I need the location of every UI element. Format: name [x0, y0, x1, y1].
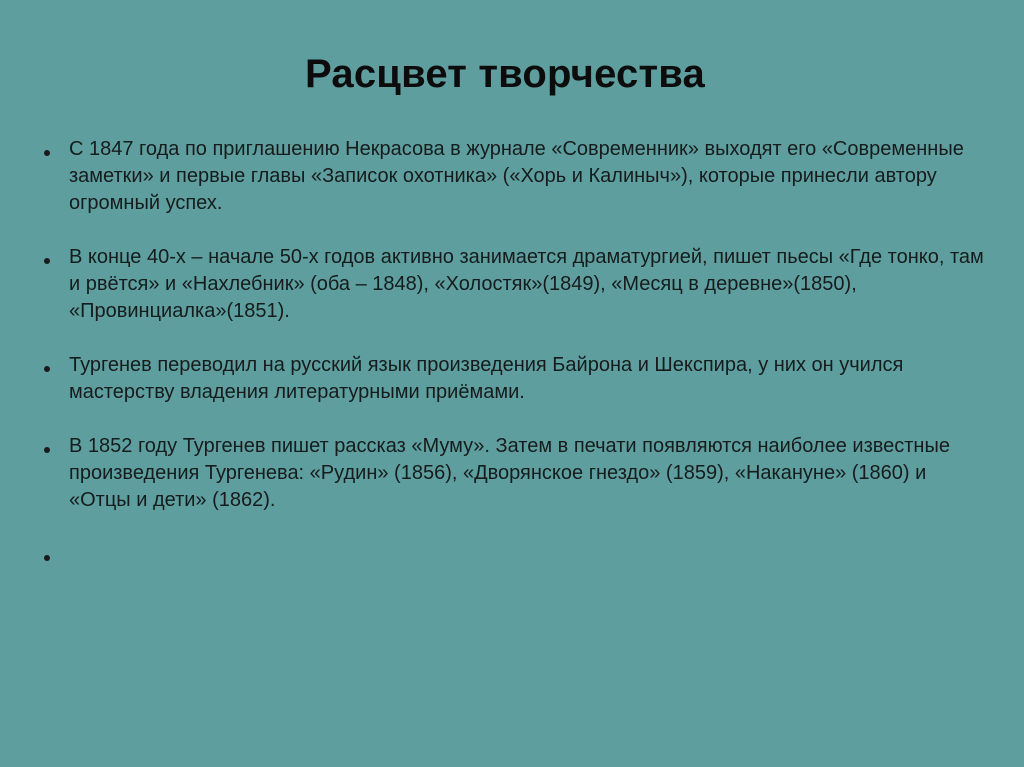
- bullet-item: [42, 244, 992, 325]
- bullet-text: С 1847 года по приглашению Некрасова в журнале «Современник» выходят его «Современные заметки» и первые главы «Записок охотника» («Хорь и Калиныч»), которые принесли автору огромный успех.: [69, 138, 964, 214]
- bullet-icon: [44, 150, 50, 156]
- bullet-text: В конце 40-х – начале 50-х годов активно занимается драматургией, пишет пьесы «Где тонко, там и рвётся» и «Нахлебник» (оба – 1848), «Холостяк»(1849), «Месяц в деревне»(1850), «Провинциалка»(1851).: [69, 246, 984, 322]
- bullet-icon: [44, 555, 50, 561]
- bullet-icon: [44, 447, 50, 453]
- bullet-item: [42, 433, 992, 514]
- bullet-item: [42, 136, 992, 217]
- slide-title: Расцвет творчества: [305, 52, 705, 96]
- bullet-item: [42, 352, 992, 406]
- bullet-text: В 1852 году Тургенев пишет рассказ «Муму». Затем в печати появляются наиболее известные произведения Тургенева: «Рудин» (1856), «Дворянское гнездо» (1859), «Накануне» (1860) и «Отцы и дети» (1862).: [69, 435, 950, 511]
- bullet-text: Тургенев переводил на русский язык произведения Байрона и Шекспира, у них он учился мастерству владения литературными приёмами.: [69, 354, 904, 403]
- bullet-icon: [44, 258, 50, 264]
- bullet-list: [42, 136, 992, 568]
- bullet-item-empty: [42, 541, 992, 568]
- bullet-icon: [44, 366, 50, 372]
